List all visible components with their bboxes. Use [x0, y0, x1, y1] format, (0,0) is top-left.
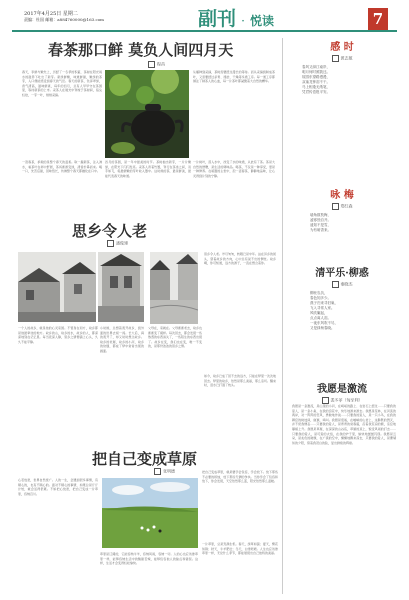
byline-mark-icon	[332, 55, 339, 62]
page-number-box	[368, 8, 388, 30]
article2-col3: 父母在，家就在。父母渐渐老去，故乡也渐渐变了模样。每次回去，都会发现一些熟悉的东西消失了，一些陌生的东西出现了。故乡在变，我们也在变，唯一不变的，是那份浓浓的思乡之情。	[148, 326, 202, 349]
tea-photo	[105, 70, 189, 158]
byline-mark-icon	[154, 468, 161, 475]
poem-author: 黄志敏	[288, 55, 396, 62]
poem-line: 双袖龙钟泪不干。	[302, 80, 330, 84]
section-sub: 悦读	[250, 14, 275, 28]
article2-byline: 潘俊建	[107, 240, 128, 247]
poem-title: 感 时	[330, 42, 354, 53]
section-title	[198, 4, 274, 31]
grassland-photo	[102, 478, 198, 548]
byline-mark-icon	[332, 203, 339, 210]
section-dot: ·	[241, 14, 245, 28]
article4-byline: 裴多菲（匈牙利）	[288, 397, 396, 404]
article2-col1: 一个人的故乡，就是他的心灵家园。不管身在何方，故乡都是他最牵挂的地方。故乡的山，故乡的水，故乡的人，都深深地刻在记忆里。每当夜深人静，思乡之情便涌上心头，久久不能平静。	[18, 326, 98, 344]
byline-mark-icon	[148, 61, 155, 68]
column-divider	[282, 38, 283, 594]
article2-col4: 思乡令人老。岁月匆匆，转眼已是中年。站在异乡的街头，望着故乡的方向，心中总有说不出的惆怅。故乡啊，你可知道，远方的游子，一直在想念着你。	[204, 252, 276, 266]
section-name: 副刊	[198, 8, 237, 30]
article1-byline: 程昌	[148, 61, 165, 68]
poem-line: 墙角数枝梅，	[310, 213, 331, 217]
article1-col2: 一泡春茶，承载的是整个春天的温柔。取一撮新茶，注入沸水，看茶叶在杯中舒展，茶汤渐渐变绿，清香扑鼻而来。喝一口，先苦后甜，回味悠长，仿佛整个春天都融化在口中。	[22, 160, 102, 174]
poem-author: 秦晓杰	[288, 281, 396, 288]
poem-title: 咏 梅	[330, 190, 354, 201]
poem-line: 凌寒独自开。	[310, 218, 331, 222]
village-photo-right	[98, 252, 144, 322]
poem-line: 燕子归来寻旧巢，	[310, 301, 338, 305]
article3-col1: 心若放宽，世界自然宽广。人的一生，会遇到很多事情，有顺心的，也有不顺心的。面对不顺心的事情，如果总是斤斤计较，就会活得很累。不如把心放宽，把自己变成一片草原，容纳百川。	[18, 478, 98, 496]
poem-line: 飞入寻常人家。	[310, 306, 335, 310]
poem-line: 柳丝袅袅，	[310, 291, 328, 295]
poem-line: 故园东望路漫漫，	[302, 75, 330, 79]
poem-line: 又是绿杨春晓。	[310, 326, 335, 330]
page-number: 7	[372, 10, 384, 28]
poem-line: 风吹絮起，	[310, 311, 328, 315]
poem-line: 点点离人泪。	[310, 316, 331, 320]
canal-photo	[150, 252, 198, 324]
poem-line: 春色知多少。	[310, 296, 331, 300]
editor-line: 责编：杜国 邮箱：a884760000@163.com	[24, 17, 104, 22]
article3-col3: 把自己变成草原，就是要学会包容，学会放下。放下那些不必要的烦恼，放下那些无谓的争执。当你学会了包容和放下，你会发现，天空依然那么蓝，阳光依然那么温暖。	[202, 470, 278, 484]
article2-col2: 小时候，总想着离开故乡，到外面的世界去闯一闯。长大后，真的离开了，却又时时想念故乡。故乡的老屋，故乡的小河，故乡的炊烟，都成了梦中常常出现的画面。	[100, 326, 144, 353]
poem-author: 郑红森	[288, 203, 396, 210]
article3-col4: 一片草原，总是充满生机。春天，绿草如茵；夏天，繁花似锦；秋天，牛羊肥壮；冬天，白雪皑皑。人生也应该像草原一样，无论什么季节，都能展现出自己独特的美丽。	[202, 542, 278, 556]
article2-col5: 如今，故乡已成了回不去的远方，只能在梦里一次次地回去。梦里的故乡，依然是那么美丽，那么亲切。醒来时，泪水已打湿了枕头。	[204, 374, 276, 388]
village-photo-left	[18, 252, 96, 322]
poem-line: 马上相逢无纸笔，	[302, 85, 330, 89]
article1-col4: 从播种到采摘，茶树需要经过漫长的等待。而从采摘到制成茶叶，又需要经过杀青、揉捻、干燥等多道工序。每一道工序都倾注了制茶人的心血，每一片茶叶都凝聚着大自然的精华。	[193, 70, 275, 84]
article4-body: 我愿是一条激流，是山里的小河，在崎岖的路上、在岩石上经过……只要我的爱人，是一条小鱼，在我的浪花中，快乐地游来游去。我愿是荒林，在河流的两岸，对一阵阵的狂风，勇敢地作战……只要我的爱人，是一只小鸟，在我的稠密的树枝间，做窠，鸣叫。我愿是废墟，在峻峭的山岩上，这静默的毁灭，并不使我懊丧……只要我的爱人，是青青的常春藤，沿着我荒凉的额，亲密地攀援上升。我愿是草屋，在深深的山谷底，草屋的顶上，饱受风雨的打击……只要我的爱人，是可爱的火焰，在我的炉子里，愉快地缓缓闪现。我愿是云朵，是灰色的破旗，在广漠的空中，懒懒地飘来荡去，只要我的爱人，是珊瑚似的夕阳，傍着我苍白的脸，显出鲜艳的辉煌。	[292, 404, 396, 445]
poem-line: 春风又绿江南岸，	[302, 65, 330, 69]
byline-mark-icon	[332, 281, 339, 288]
header	[0, 0, 409, 34]
article1-col5: 一片树叶，落入水中，改变了水的味道，从此有了茶。茶是大自然的馈赠，是生活的调味品。喝茶，不仅是一种享受，更是一种修养。在喧嚣的尘世中，泡一壶春茶，静静地品味，让心灵得到片刻的宁静。	[193, 160, 275, 178]
poem-line: 一夜东风吹不尽，	[310, 321, 338, 325]
article4-title: 我愿是激流	[317, 384, 367, 395]
article1-col1: 春天，李鲜与嫩先上，历经了一冬季的积蓄，茶树在阳光雨水的滋养下吐出了新芽。新绿鲜嫩，味道鲜甜，嫩绿的茶芽，入口便能感受到春天的气息。春天的新茶，色泽翠绿，香气清高，滋味鲜爽，每年的四月，总有人早早守在茶园里，等待新茶的上市。采茶人在晨光中穿梭于茶树间，指尖轻捻，一芽一叶，细细采摘。	[22, 70, 102, 97]
header-rule	[12, 30, 397, 32]
poem-line: 凭君传语报平安。	[302, 90, 330, 94]
poem-line: 遥知不是雪，	[310, 223, 331, 227]
article1-col3: 四月的茶园，是一年中最美的时节。茶树抽出新芽，一片片嫩绿，在阳光下闪闪发亮。采茶人背着竹篓，穿行在茶垄之间，双手如飞，将最鲜嫩的芽叶收入篓中。这时候的茶，最是鲜美，最能代表春天的味道。	[105, 160, 191, 178]
poem-3	[288, 264, 396, 331]
byline-mark-icon	[107, 240, 114, 247]
poem-title: 清平乐·柳惑	[315, 268, 369, 279]
article3-byline: 张明德	[154, 468, 175, 475]
poem-2	[288, 186, 396, 233]
poem-line: 明月何时照我还。	[302, 70, 330, 74]
article4-header	[288, 380, 396, 404]
article3-col2: 草原是辽阔的，它能容纳牛羊，容纳风雨，容纳一切。人的心也应该像草原一样，能够容纳生活中的酸甜苦辣，能够包容他人的缺点和错误。这样，生活才会变得轻松愉快。	[100, 552, 198, 566]
article1-title: 春茶那口鲜 莫负人间四月天	[48, 41, 234, 59]
poem-line: 为有暗香来。	[310, 228, 331, 232]
poem-1	[288, 38, 396, 95]
date-line: 2017年4月25日 星期二	[24, 11, 78, 17]
article2-title: 思乡令人老	[72, 222, 148, 240]
article3-title: 把自己变成草原	[92, 450, 198, 468]
byline-mark-icon	[322, 397, 329, 404]
